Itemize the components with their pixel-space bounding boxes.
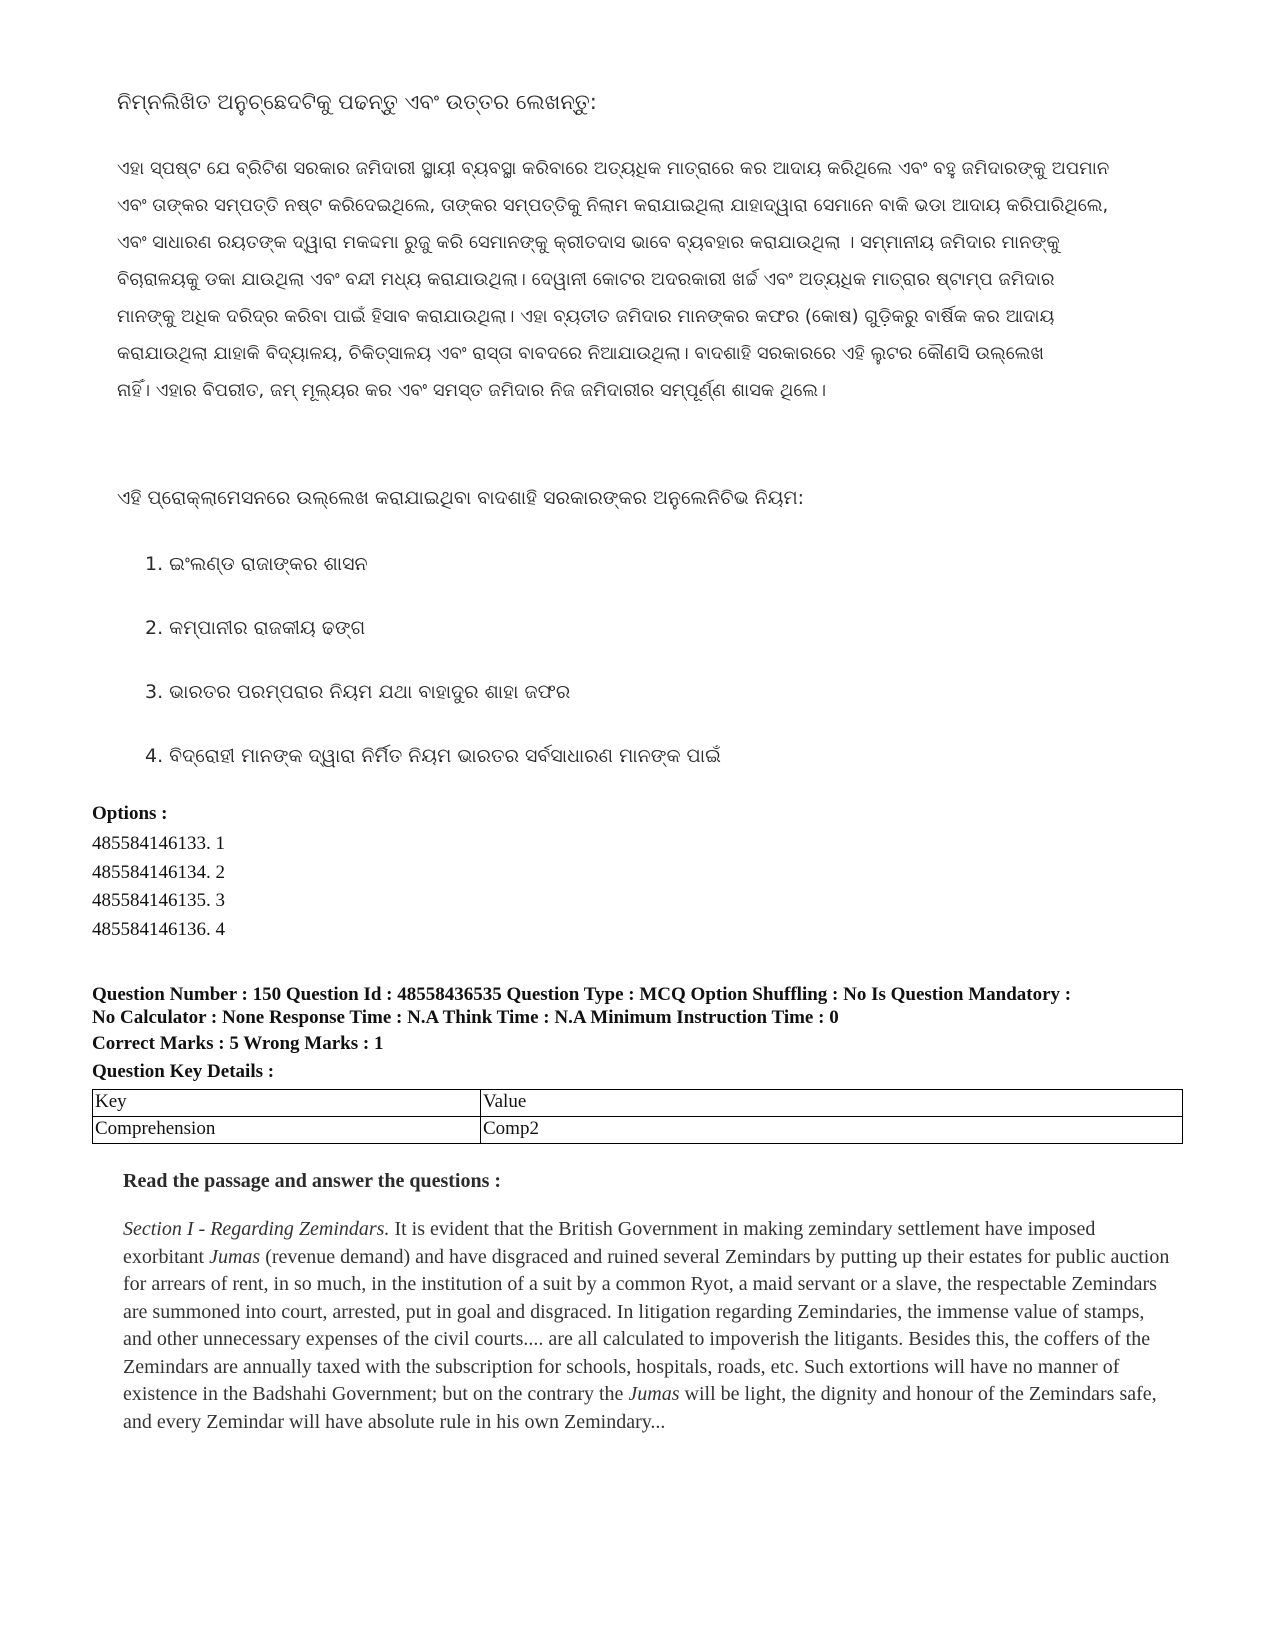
odia-passage-line: ଏହା ସ୍ପଷ୍ଟ ଯେ ବ୍ରିଟିଶ ସରକାର ଜମିଦାରୀ ସ୍ଥାୟୀ ବ୍ୟବସ୍ଥା କରିବାରେ ଅତ୍ୟଧିକ ମାତ୍ରାରେ କର ଆଦାୟ କରିଥିଲେ ଏବଂ ବହୁ ଜମିଦାରଙ୍କୁ ଅପମାନ xyxy=(117,158,1110,179)
odia-choice-list xyxy=(145,553,721,809)
table-header-cell: Key xyxy=(93,1090,481,1117)
odia-choice: 2. କମ୍ପାନୀର ରାଜକୀୟ ଢଙ୍ଗ xyxy=(145,617,366,639)
option-item: 485584146133. 1 xyxy=(92,833,225,854)
question-info-line: No Calculator : None Response Time : N.A Think Time : N.A Minimum Instruction Time : 0 xyxy=(92,1007,839,1028)
odia-choice: 4. ବିଦ୍ରୋହୀ ମାନଙ୍କ ଦ୍ୱାରା ନିର୍ମିତ ନିୟମ ଭାରତର ସର୍ବସାଧାରଣ ମାନଙ୍କ ପାଇଁ xyxy=(145,745,721,767)
odia-passage-line: ଏବଂ ତାଙ୍କର ସମ୍ପତ୍ତି ନଷ୍ଟ କରିଦେଇଥିଲେ, ତାଙ୍କର ସମ୍ପତ୍ତିକୁ ନିଲାମ କରାଯାଇଥିଲା ଯାହାଦ୍ୱାରା ସେମାନେ ବାକି ଭଡା ଆଦାୟ କରିପାରିଥିଲେ, xyxy=(117,195,1109,216)
odia-passage-line: ନାହିଁ। ଏହାର ବିପରୀତ, ଜମ୍ ମୂଲ୍ୟର କର ଏବଂ ସମସ୍ତ ଜମିଦାର ନିଜ ଜମିଦାରୀର ସମ୍ପୂର୍ଣ୍ଣ ଶାସକ ଥିଲେ। xyxy=(117,380,827,401)
key-value-table xyxy=(92,1089,1183,1144)
option-item: 485584146134. 2 xyxy=(92,861,225,883)
odia-passage xyxy=(117,150,1157,409)
english-passage-text: Section I - Regarding Zemindars. It is evident that the British Government in making zemindary settlement have imposed exorbitant Jumas (revenue demand) and have disgraced and ruined several Zemindars by putting up their estates for public auction for arrears of rent, in so much, in the institution of a suit by a common Ryot, a maid servant or a slave, the respectable Zemindars are summoned into court, arrested, put in goal and disgraced. In litigation regarding Zemindaries, the immense value of stamps, and other unnecessary expenses of the civil courts.... are all calculated to impoverish the litigants. Besides this, the coffers of the Zemindars are annually taxed with the subscription for schools, hospitals, roads, etc. Such extortions will have no manner of existence in the Badshahi Government; but on the contrary the Jumas will be light, the dignity and honour of the Zemindars safe, and every Zemindar will have absolute rule in his own Zemindary... xyxy=(123,1218,1170,1433)
odia-passage-line: ବିଚାରାଳୟକୁ ଡକା ଯାଉଥିଲା ଏବଂ ବନ୍ଦୀ ମଧ୍ୟ କରାଯାଉଥିଲା। ଦେୱାନୀ କୋଟର ଅଦରକାରୀ ଖର୍ଚ୍ଚ ଏବଂ ଅତ୍ୟଧିକ ମାତ୍ରାର ଷ୍ଟାମ୍ପ ଜମିଦାର xyxy=(117,269,1055,290)
english-passage xyxy=(123,1216,1178,1436)
section-title: Section I - Regarding Zemindars. xyxy=(123,1218,390,1240)
odia-passage-line: ମାନଙ୍କୁ ଅଧିକ ଦରିଦ୍ର କରିବା ପାଇଁ ହିସାବ କରାଯାଉଥିଲା। ଏହା ବ୍ୟତୀତ ଜମିଦାର ମାନଙ୍କର କଫର (କୋଷ) ଗୁଡ଼ିକରୁ ବାର୍ଷିକ କର ଆଦାୟ xyxy=(117,306,1055,327)
odia-passage-line: କରାଯାଉଥିଲା ଯାହାକି ବିଦ୍ୟାଳୟ, ଚିକିତ୍ସାଳୟ ଏବଂ ରାସ୍ତା ବାବଦରେ ନିଆଯାଉଥିଲା। ବାଦଶାହି ସରକାରରେ ଏହି ଲୁଟର କୌଣସି ଉଲ୍ଲେଖ xyxy=(117,343,1044,364)
odia-choice: 3. ଭାରତର ପରମ୍ପରାର ନିୟମ ଯଥା ବାହାଦୁର ଶାହା ଜଫର xyxy=(145,681,571,703)
odia-instruction-heading: ନିମ୍ନଲିଖିତ ଅନୁଚ୍ଛେଦଟିକୁ ପଢନ୍ତୁ ଏବଂ ଉତ୍ତର ଲେଖନ୍ତୁ: xyxy=(117,90,597,114)
marks-info: Correct Marks : 5 Wrong Marks : 1 xyxy=(92,1033,384,1054)
odia-question-text: ଏହି ପ୍ରୋକ୍ଲାମେସନରେ ଉଲ୍ଲେଖ କରାଯାଇଥିବା ବାଦଶାହି ସରକାରଙ୍କର ଅନୁଲେନିଚିଭ ନିୟମ: xyxy=(117,487,805,509)
option-item: 485584146135. 3 xyxy=(92,890,225,911)
key-details-label: Question Key Details : xyxy=(92,1061,275,1082)
jumas-term: Jumas xyxy=(209,1245,261,1268)
odia-choice: 1. ଇଂଲଣ୍ଡ ରାଜାଙ୍କର ଶାସନ xyxy=(145,553,368,575)
question-info xyxy=(92,983,1182,1029)
odia-passage-line: ଏବଂ ସାଧାରଣ ରୟତଙ୍କ ଦ୍ୱାରା ମକଦ୍ଦମା ରୁଜୁ କରି ସେମାନଙ୍କୁ କ୍ରୀତଦାସ ଭାବେ ବ୍ୟବହାର କରାଯାଉଥିଲା । ସମ୍ମାନୀୟ ଜମିଦାର ମାନଙ୍କୁ xyxy=(117,232,1060,253)
jumas-term: Jumas xyxy=(628,1383,680,1405)
table-row xyxy=(93,1117,1183,1144)
option-item: 485584146136. 4 xyxy=(92,918,225,940)
table-cell: Comprehension xyxy=(93,1117,481,1144)
table-header-row xyxy=(93,1090,1183,1117)
table-cell: Comp2 xyxy=(481,1117,1183,1144)
options-label: Options : xyxy=(92,803,168,824)
question-info-line: Question Number : 150 Question Id : 48558436535 Question Type : MCQ Option Shuffling : No Is Question Mandatory : xyxy=(92,984,1072,1005)
options-list xyxy=(92,830,225,944)
english-instruction-heading: Read the passage and answer the questions : xyxy=(123,1170,502,1192)
table-header-cell: Value xyxy=(481,1090,1183,1117)
